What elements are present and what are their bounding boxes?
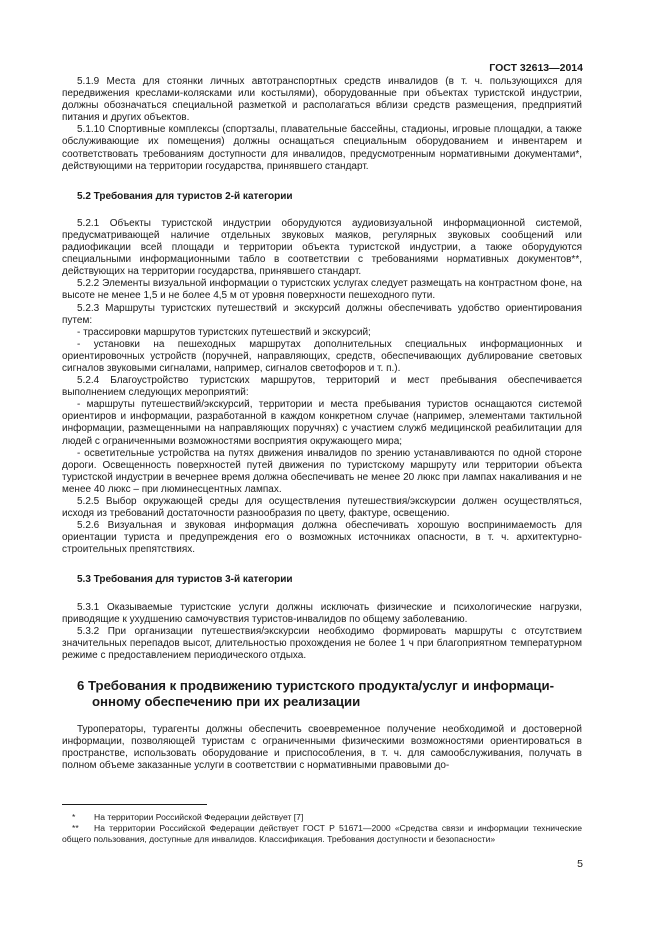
section-heading-5-2: 5.2 Требования для туристов 2-й категории [77,190,293,202]
footnote-separator [62,804,207,805]
footnote [62,823,582,844]
list-item: - маршруты путешествий/экскурсий, территории и места пребывания туристов оснащаются системой ориентиров и информации, разработанной в каждом конкретном случае (например, элементами тактильной информации, размещенными на направляющих поручнях) с участием служб медицинской реабилитации для людей с ограниченными возможностями восприятия окружающего мира; [62,399,582,447]
chapter-heading-line: 6 Требования к продвижению туристского продукта/услуг и информаци- [77,678,555,694]
footnote [62,812,582,822]
paragraph-5-2-6: 5.2.6 Визуальная и звуковая информация должна обеспечивать хорошую воспринимаемость для ориентации туриста и предупреждения его о возможных источниках опасности, в т. ч. архитектурно-строительных препятствиях. [62,520,582,556]
paragraph-5-2-5: 5.2.5 Выбор окружающей среды для осуществления путешествия/экскурсии должен осуществляться, исходя из требований достаточности разнообразия по цвету, фактуре, освещению. [62,496,582,520]
paragraph-5-2-2: 5.2.2 Элементы визуальной информации о туристских услугах следует размещать на контрастном фоне, на высоте не менее 1,5 и не более 4,5 м от уровня поверхности пешеходного пути. [62,278,582,302]
paragraph-5-3-2: 5.3.2 При организации путешествия/экскурсии необходимо формировать маршруты с отсутствием значительных перепадов высот, длительностью прохождения не более 1 ч при благоприятном температурном режиме с предоставлением периодического отдыха. [62,625,582,661]
paragraph-5-1-10: 5.1.10 Спортивные комплексы (спортзалы, плавательные бассейны, стадионы, игровые площадки, а также обслуживающие их помещения) должны оснащаться специальным оборудованием и инвентарем и соответствовать требованиям доступности для инвалидов, предусмотренным нормативными документами*, действующими на территории государства, принявшего стандарт. [62,124,582,172]
footnote-text: На территории Российской Федерации действует [7] [94,812,304,822]
standard-header: ГОСТ 32613—2014 [489,62,583,74]
paragraph-5-2-1: 5.2.1 Объекты туристской индустрии оборудуются аудиовизуальной информационной системой, предусматривающей наличие отдельных звуковых маяков, регулярных звуковых сообщений или радиофикации всей площади и территории объекта туристской индустрии, а также оборудуются специальными информационными табло в соответствии с требованиями нормативных документов**, действующих на территории государства, принявшего стандарт. [62,217,582,278]
list-item: - осветительные устройства на путях движения инвалидов по зрению устанавливаются по одной стороне дороги. Освещенность поверхностей путей движения по туристскому маршруту или территории объекта туристской индустрии в вечернее время должна обеспечивать не менее 20 люкс при лампах накаливания и не менее 40 люкс – при люминесцентных лампах. [62,447,582,495]
list-item: - трассировки маршрутов туристских путешествий и экскурсий; [77,326,371,338]
footnote-mark: ** [72,823,79,834]
footnote-mark: * [72,812,76,822]
chapter-heading-line: онному обеспечению при их реализации [92,693,361,709]
footnote-text: На территории Российской Федерации действует ГОСТ Р 51671—2000 «Средства связи и информации технические общего пользования, доступные для инвалидов. Классификация. Требования доступности и безопасности» [62,823,582,844]
paragraph-5-2-4: 5.2.4 Благоустройство туристских маршрутов, территорий и мест пребывания обеспечивается выполнением следующих мероприятий: [62,375,582,399]
chapter-heading-6 [77,678,582,709]
paragraph-chapter-6: Туроператоры, турагенты должны обеспечить своевременное получение необходимой и достоверной информации, позволяющей туристам с ограниченными физическими возможностями ориентироваться в пространстве, использовать оборудование и приспособления, в т. ч. для самообслуживания, получать в полном объеме заказанные услуги в соответствии с нормативными правовыми до- [62,724,582,772]
footnotes [62,812,582,845]
page-number: 5 [577,858,583,870]
section-heading-5-3: 5.3 Требования для туристов 3-й категории [77,574,293,586]
paragraph-5-1-9: 5.1.9 Места для стоянки личных автотранспортных средств инвалидов (в т. ч. пользующихся для передвижения креслами-колясками или костылями), оборудованные при объектах туристской индустрии, должны обозначаться специальной разметкой и располагаться вблизи средств размещения, предприятий питания и других объектов. [62,76,582,124]
paragraph-5-2-3: 5.2.3 Маршруты туристских путешествий и экскурсий должны обеспечивать удобство ориентирования путем: [62,302,582,326]
main-text [62,76,582,772]
paragraph-5-3-1: 5.3.1 Оказываемые туристские услуги должны исключать физические и психологические нагрузки, приводящие к ухудшению самочувствия туристов-инвалидов по общему заболеванию. [62,601,582,625]
list-item: - установки на пешеходных маршрутах дополнительных специальных информационных и ориентировочных устройств (поручней, направляющих, средств, обеспечивающих дублирование световых сигналов звуковыми сигналами, например, сигналов светофоров и т. п.). [62,338,582,374]
